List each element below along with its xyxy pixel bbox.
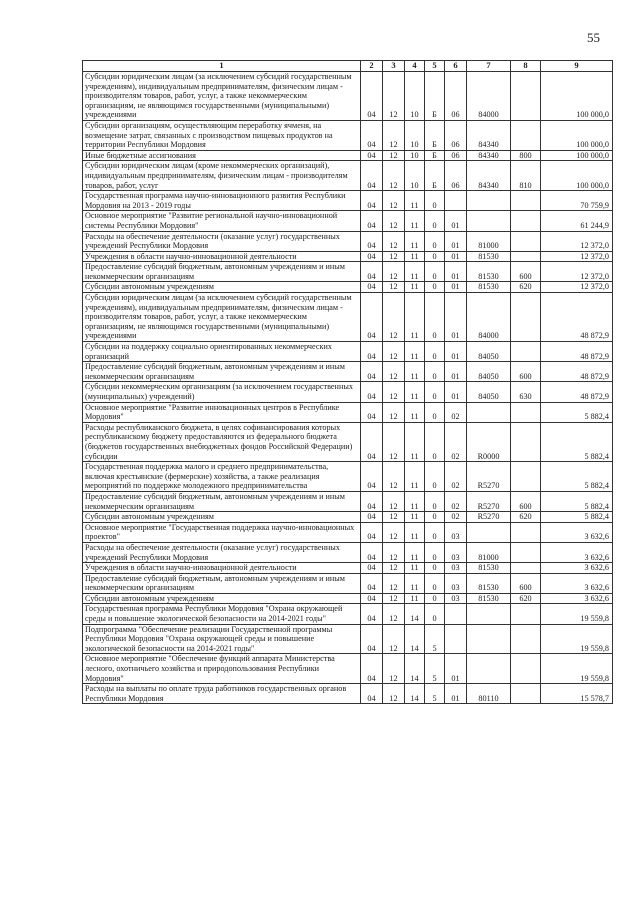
- row-code-cell: 12: [383, 684, 405, 704]
- row-code-cell: 81530: [467, 262, 511, 282]
- row-code-cell: 12: [383, 382, 405, 402]
- row-code-cell: 01: [445, 251, 467, 262]
- row-code-cell: 12: [383, 282, 405, 293]
- header-cell: 6: [445, 61, 467, 72]
- row-amount-cell: 3 632,6: [541, 593, 613, 604]
- row-code-cell: 02: [445, 462, 467, 492]
- row-code-cell: 04: [361, 593, 383, 604]
- header-cell: 3: [383, 61, 405, 72]
- row-code-cell: 0: [425, 293, 445, 342]
- table-row: [83, 593, 613, 604]
- row-code-cell: 04: [361, 342, 383, 362]
- row-code-cell: 11: [405, 282, 425, 293]
- row-name-cell: Иные бюджетные ассигнования: [83, 150, 361, 161]
- row-code-cell: 81530: [467, 282, 511, 293]
- row-code-cell: 01: [445, 231, 467, 251]
- table-row: [83, 522, 613, 542]
- row-code-cell: 0: [425, 211, 445, 231]
- row-code-cell: 10: [405, 161, 425, 191]
- row-amount-cell: 100 000,0: [541, 72, 613, 121]
- row-code-cell: 06: [445, 150, 467, 161]
- row-code-cell: 600: [511, 491, 541, 511]
- row-code-cell: 12: [383, 342, 405, 362]
- row-code-cell: [445, 604, 467, 624]
- table-row: [83, 422, 613, 461]
- row-code-cell: 12: [383, 512, 405, 523]
- row-name-cell: Учреждения в области научно-инновационной деятельности: [83, 563, 361, 574]
- row-code-cell: 84000: [467, 293, 511, 342]
- row-code-cell: 0: [425, 342, 445, 362]
- row-code-cell: 0: [425, 522, 445, 542]
- row-code-cell: 11: [405, 402, 425, 422]
- row-code-cell: 04: [361, 491, 383, 511]
- row-code-cell: 0: [425, 282, 445, 293]
- header-cell: 2: [361, 61, 383, 72]
- row-amount-cell: 100 000,0: [541, 161, 613, 191]
- row-code-cell: 80110: [467, 684, 511, 704]
- row-name-cell: Подпрограмма "Обеспечение реализации Государственной программы Республики Мордовия "Охрана окружающей среды и повышение экологической безопасности на 2014-2021 годы": [83, 624, 361, 654]
- row-code-cell: [511, 522, 541, 542]
- row-name-cell: Субсидии автономным учреждениям: [83, 593, 361, 604]
- table-row: [83, 462, 613, 492]
- header-cell: 4: [405, 61, 425, 72]
- row-code-cell: 84000: [467, 72, 511, 121]
- row-code-cell: R5270: [467, 462, 511, 492]
- row-code-cell: 02: [445, 402, 467, 422]
- row-code-cell: [511, 624, 541, 654]
- row-code-cell: 81530: [467, 563, 511, 574]
- row-code-cell: 04: [361, 251, 383, 262]
- row-name-cell: Предоставление субсидий бюджетным, автономным учреждениям и иным некоммерческим организациям: [83, 491, 361, 511]
- row-code-cell: 84340: [467, 120, 511, 150]
- row-code-cell: 03: [445, 522, 467, 542]
- row-name-cell: Государственная поддержка малого и среднего предпринимательства, включая крестьянские (фермерские) хозяйства, а также реализация мероприятий по поддержке молодежного предпринимательства: [83, 462, 361, 492]
- table-row: [83, 362, 613, 382]
- row-code-cell: 84050: [467, 342, 511, 362]
- row-code-cell: 81530: [467, 251, 511, 262]
- row-code-cell: 11: [405, 573, 425, 593]
- row-code-cell: 84340: [467, 150, 511, 161]
- row-code-cell: 14: [405, 654, 425, 684]
- row-code-cell: [511, 604, 541, 624]
- row-name-cell: Субсидии юридическим лицам (за исключением субсидий государственным учреждениям), индивидуальным предпринимателям, физическим лицам - производителям товаров, работ, услуг, а также некоммерческим организациям, не являющимся государственными (муниципальными) учреждениями: [83, 72, 361, 121]
- table-row: [83, 191, 613, 211]
- row-code-cell: 11: [405, 593, 425, 604]
- row-name-cell: Основное мероприятие "Обеспечение функций аппарата Министерства лесного, охотничьего хозяйства и природопользования Республики Мордовия": [83, 654, 361, 684]
- row-code-cell: 01: [445, 282, 467, 293]
- row-code-cell: 01: [445, 211, 467, 231]
- row-code-cell: 04: [361, 72, 383, 121]
- row-code-cell: 84050: [467, 382, 511, 402]
- row-code-cell: 04: [361, 604, 383, 624]
- row-amount-cell: 12 372,0: [541, 231, 613, 251]
- row-code-cell: [511, 211, 541, 231]
- row-code-cell: 0: [425, 422, 445, 461]
- row-code-cell: 03: [445, 573, 467, 593]
- row-amount-cell: 5 882,4: [541, 491, 613, 511]
- row-code-cell: 12: [383, 251, 405, 262]
- row-code-cell: 0: [425, 573, 445, 593]
- row-code-cell: 04: [361, 150, 383, 161]
- row-code-cell: 11: [405, 542, 425, 562]
- row-code-cell: 04: [361, 191, 383, 211]
- row-code-cell: 12: [383, 191, 405, 211]
- row-code-cell: 600: [511, 573, 541, 593]
- row-code-cell: 04: [361, 654, 383, 684]
- row-code-cell: 04: [361, 211, 383, 231]
- row-code-cell: 04: [361, 522, 383, 542]
- row-code-cell: 0: [425, 491, 445, 511]
- row-code-cell: 0: [425, 563, 445, 574]
- table-header-row: [83, 61, 613, 72]
- row-code-cell: 06: [445, 120, 467, 150]
- row-code-cell: 12: [383, 573, 405, 593]
- row-code-cell: 11: [405, 251, 425, 262]
- budget-table-container: [82, 60, 612, 704]
- row-code-cell: Б: [425, 72, 445, 121]
- row-amount-cell: 3 632,6: [541, 573, 613, 593]
- row-code-cell: Б: [425, 150, 445, 161]
- row-code-cell: 600: [511, 262, 541, 282]
- row-amount-cell: 48 872,9: [541, 293, 613, 342]
- row-code-cell: 81530: [467, 573, 511, 593]
- row-code-cell: 5: [425, 624, 445, 654]
- row-code-cell: [511, 293, 541, 342]
- row-code-cell: [511, 542, 541, 562]
- row-name-cell: Государственная программа Республики Мордовия "Охрана окружающей среды и повышение экологической безопасности на 2014-2021 годы": [83, 604, 361, 624]
- table-row: [83, 684, 613, 704]
- row-amount-cell: 3 632,6: [541, 542, 613, 562]
- row-code-cell: 11: [405, 512, 425, 523]
- row-code-cell: [467, 654, 511, 684]
- table-row: [83, 161, 613, 191]
- row-code-cell: [511, 342, 541, 362]
- table-row: [83, 402, 613, 422]
- row-code-cell: 10: [405, 120, 425, 150]
- row-code-cell: 0: [425, 251, 445, 262]
- row-code-cell: 04: [361, 362, 383, 382]
- row-code-cell: [467, 522, 511, 542]
- row-amount-cell: 12 372,0: [541, 282, 613, 293]
- row-code-cell: 04: [361, 382, 383, 402]
- row-name-cell: Субсидии юридическим лицам (кроме некоммерческих организаций), индивидуальным предпринимателям, физическим лицам - производителям товаров, работ, услуг: [83, 161, 361, 191]
- row-code-cell: 810: [511, 161, 541, 191]
- row-code-cell: 81000: [467, 231, 511, 251]
- table-row: [83, 231, 613, 251]
- row-name-cell: Расходы на обеспечение деятельности (оказание услуг) государственных учреждений Республики Мордовия: [83, 231, 361, 251]
- table-row: [83, 282, 613, 293]
- row-amount-cell: 15 578,7: [541, 684, 613, 704]
- row-code-cell: Б: [425, 161, 445, 191]
- row-code-cell: 12: [383, 462, 405, 492]
- table-body: [83, 72, 613, 704]
- row-code-cell: 12: [383, 563, 405, 574]
- row-amount-cell: 3 632,6: [541, 522, 613, 542]
- row-code-cell: [511, 191, 541, 211]
- row-amount-cell: 48 872,9: [541, 362, 613, 382]
- table-row: [83, 72, 613, 121]
- row-code-cell: [467, 624, 511, 654]
- row-code-cell: 0: [425, 512, 445, 523]
- row-code-cell: 11: [405, 563, 425, 574]
- row-name-cell: Предоставление субсидий бюджетным, автономным учреждениям и иным некоммерческим организациям: [83, 362, 361, 382]
- row-amount-cell: 48 872,9: [541, 342, 613, 362]
- row-code-cell: 12: [383, 604, 405, 624]
- row-code-cell: 12: [383, 422, 405, 461]
- row-code-cell: 0: [425, 191, 445, 211]
- row-amount-cell: 5 882,4: [541, 422, 613, 461]
- row-code-cell: 12: [383, 72, 405, 121]
- row-code-cell: R0000: [467, 422, 511, 461]
- row-name-cell: Основное мероприятие "Развитие инновационных центров в Республике Мордовия": [83, 402, 361, 422]
- table-row: [83, 262, 613, 282]
- row-code-cell: 5: [425, 684, 445, 704]
- row-code-cell: 14: [405, 624, 425, 654]
- row-name-cell: Расходы на выплаты по оплате труда работников государственных органов Республики Мордовия: [83, 684, 361, 704]
- row-code-cell: R5270: [467, 491, 511, 511]
- row-code-cell: 620: [511, 593, 541, 604]
- table-row: [83, 512, 613, 523]
- row-code-cell: 12: [383, 120, 405, 150]
- row-code-cell: 12: [383, 593, 405, 604]
- row-code-cell: 03: [445, 593, 467, 604]
- row-code-cell: 12: [383, 522, 405, 542]
- row-code-cell: [511, 120, 541, 150]
- row-code-cell: 12: [383, 262, 405, 282]
- row-code-cell: 03: [445, 563, 467, 574]
- row-code-cell: 01: [445, 362, 467, 382]
- header-cell: 1: [83, 61, 361, 72]
- row-code-cell: 03: [445, 542, 467, 562]
- row-amount-cell: 19 559,8: [541, 654, 613, 684]
- row-code-cell: 02: [445, 512, 467, 523]
- header-cell: 5: [425, 61, 445, 72]
- row-name-cell: Расходы на обеспечение деятельности (оказание услуг) государственных учреждений Республики Мордовия: [83, 542, 361, 562]
- table-row: [83, 624, 613, 654]
- row-code-cell: 14: [405, 684, 425, 704]
- row-code-cell: [511, 231, 541, 251]
- row-code-cell: [467, 211, 511, 231]
- row-code-cell: 0: [425, 593, 445, 604]
- row-code-cell: 12: [383, 211, 405, 231]
- row-code-cell: 11: [405, 191, 425, 211]
- row-code-cell: [511, 251, 541, 262]
- table-row: [83, 542, 613, 562]
- row-code-cell: 12: [383, 293, 405, 342]
- row-name-cell: Субсидии автономным учреждениям: [83, 512, 361, 523]
- row-name-cell: Государственная программа научно-инновационного развития Республики Мордовия на 2013 - 2019 годы: [83, 191, 361, 211]
- row-code-cell: 12: [383, 231, 405, 251]
- row-code-cell: 04: [361, 282, 383, 293]
- table-row: [83, 293, 613, 342]
- row-code-cell: 84340: [467, 161, 511, 191]
- row-code-cell: [445, 191, 467, 211]
- row-code-cell: 12: [383, 624, 405, 654]
- row-amount-cell: 19 559,8: [541, 604, 613, 624]
- row-code-cell: 01: [445, 684, 467, 704]
- table-row: [83, 654, 613, 684]
- table-row: [83, 604, 613, 624]
- row-code-cell: 0: [425, 604, 445, 624]
- row-code-cell: 10: [405, 72, 425, 121]
- header-cell: 7: [467, 61, 511, 72]
- row-amount-cell: 100 000,0: [541, 150, 613, 161]
- row-code-cell: 10: [405, 150, 425, 161]
- row-name-cell: Предоставление субсидий бюджетным, автономным учреждениям и иным некоммерческим организациям: [83, 262, 361, 282]
- row-code-cell: 0: [425, 231, 445, 251]
- row-code-cell: [511, 563, 541, 574]
- row-name-cell: Субсидии автономным учреждениям: [83, 282, 361, 293]
- row-code-cell: 12: [383, 542, 405, 562]
- row-code-cell: 600: [511, 362, 541, 382]
- row-code-cell: 06: [445, 72, 467, 121]
- row-name-cell: Основное мероприятие "Развитие региональной научно-инновационной системы Республики Мордовия": [83, 211, 361, 231]
- row-name-cell: Учреждения в области научно-инновационной деятельности: [83, 251, 361, 262]
- row-code-cell: 12: [383, 161, 405, 191]
- row-code-cell: [511, 72, 541, 121]
- table-row: [83, 251, 613, 262]
- row-amount-cell: 100 000,0: [541, 120, 613, 150]
- table-row: [83, 573, 613, 593]
- table-row: [83, 563, 613, 574]
- table-row: [83, 382, 613, 402]
- row-code-cell: 0: [425, 542, 445, 562]
- row-code-cell: 0: [425, 362, 445, 382]
- row-name-cell: Субсидии юридическим лицам (за исключением субсидий государственным учреждениям), индивидуальным предпринимателям, физическим лицам - производителям товаров, работ, услуг, а также некоммерческим организациям, не являющимся государственными (муниципальными) учреждениями: [83, 293, 361, 342]
- row-code-cell: 11: [405, 362, 425, 382]
- row-code-cell: 06: [445, 161, 467, 191]
- row-code-cell: 620: [511, 512, 541, 523]
- row-code-cell: 81000: [467, 542, 511, 562]
- row-code-cell: 02: [445, 422, 467, 461]
- row-code-cell: 81530: [467, 593, 511, 604]
- row-name-cell: Расходы республиканского бюджета, в целях софинансирования которых республиканскому бюджету предоставляются из федерального бюджета (бюджетов государственных внебюджетных фондов Российской Федерации) субсидии: [83, 422, 361, 461]
- row-code-cell: 04: [361, 512, 383, 523]
- row-code-cell: 02: [445, 491, 467, 511]
- row-code-cell: [467, 402, 511, 422]
- row-code-cell: 04: [361, 684, 383, 704]
- table-row: [83, 120, 613, 150]
- row-code-cell: 11: [405, 293, 425, 342]
- row-code-cell: 04: [361, 462, 383, 492]
- row-code-cell: 630: [511, 382, 541, 402]
- row-code-cell: 800: [511, 150, 541, 161]
- row-code-cell: 0: [425, 462, 445, 492]
- row-code-cell: 04: [361, 120, 383, 150]
- row-code-cell: 01: [445, 293, 467, 342]
- row-code-cell: Б: [425, 120, 445, 150]
- row-code-cell: [511, 462, 541, 492]
- row-amount-cell: 61 244,9: [541, 211, 613, 231]
- row-code-cell: 12: [383, 362, 405, 382]
- row-name-cell: Основное мероприятие "Государственная поддержка научно-инновационных проектов": [83, 522, 361, 542]
- row-code-cell: 620: [511, 282, 541, 293]
- row-code-cell: 04: [361, 402, 383, 422]
- row-amount-cell: 19 559,8: [541, 624, 613, 654]
- row-code-cell: 04: [361, 573, 383, 593]
- row-code-cell: 01: [445, 382, 467, 402]
- row-amount-cell: 12 372,0: [541, 251, 613, 262]
- row-code-cell: 11: [405, 342, 425, 362]
- row-code-cell: 12: [383, 491, 405, 511]
- row-code-cell: [511, 684, 541, 704]
- row-code-cell: 04: [361, 542, 383, 562]
- row-code-cell: 5: [425, 654, 445, 684]
- row-code-cell: 0: [425, 262, 445, 282]
- row-code-cell: 01: [445, 262, 467, 282]
- row-code-cell: [511, 654, 541, 684]
- row-code-cell: 0: [425, 402, 445, 422]
- row-code-cell: [445, 624, 467, 654]
- row-name-cell: Субсидии организациям, осуществляющим переработку ячменя, на возмещение затрат, связанных с производством пищевых продуктов на территории Республики Мордовия: [83, 120, 361, 150]
- page-number: 55: [587, 30, 600, 45]
- row-amount-cell: 12 372,0: [541, 262, 613, 282]
- row-amount-cell: 48 872,9: [541, 382, 613, 402]
- row-code-cell: 14: [405, 604, 425, 624]
- row-code-cell: 12: [383, 150, 405, 161]
- row-code-cell: 04: [361, 231, 383, 251]
- row-code-cell: [511, 402, 541, 422]
- table-row: [83, 491, 613, 511]
- budget-table: [82, 60, 613, 704]
- row-code-cell: 11: [405, 382, 425, 402]
- row-name-cell: Предоставление субсидий бюджетным, автономным учреждениям и иным некоммерческим организациям: [83, 573, 361, 593]
- row-code-cell: [467, 191, 511, 211]
- table-row: [83, 150, 613, 161]
- row-code-cell: 04: [361, 262, 383, 282]
- header-cell: 9: [541, 61, 613, 72]
- row-code-cell: [511, 422, 541, 461]
- row-amount-cell: 70 759,9: [541, 191, 613, 211]
- row-code-cell: 11: [405, 262, 425, 282]
- row-code-cell: [467, 604, 511, 624]
- row-code-cell: 04: [361, 422, 383, 461]
- row-code-cell: 11: [405, 211, 425, 231]
- row-code-cell: 12: [383, 654, 405, 684]
- row-code-cell: 11: [405, 231, 425, 251]
- row-code-cell: 12: [383, 402, 405, 422]
- row-code-cell: 04: [361, 293, 383, 342]
- row-code-cell: 11: [405, 462, 425, 492]
- row-code-cell: 11: [405, 522, 425, 542]
- row-name-cell: Субсидии некоммерческим организациям (за исключением государственных (муниципальных) учреждений): [83, 382, 361, 402]
- table-row: [83, 342, 613, 362]
- row-code-cell: 01: [445, 654, 467, 684]
- row-code-cell: 84050: [467, 362, 511, 382]
- row-name-cell: Субсидии на поддержку социально ориентированных некоммерческих организаций: [83, 342, 361, 362]
- row-code-cell: R5270: [467, 512, 511, 523]
- row-code-cell: 04: [361, 161, 383, 191]
- header-cell: 8: [511, 61, 541, 72]
- row-code-cell: 04: [361, 563, 383, 574]
- row-amount-cell: 3 632,6: [541, 563, 613, 574]
- row-code-cell: 11: [405, 491, 425, 511]
- row-amount-cell: 5 882,4: [541, 462, 613, 492]
- row-amount-cell: 5 882,4: [541, 402, 613, 422]
- row-code-cell: 11: [405, 422, 425, 461]
- row-code-cell: 01: [445, 342, 467, 362]
- row-amount-cell: 5 882,4: [541, 512, 613, 523]
- table-row: [83, 211, 613, 231]
- row-code-cell: 0: [425, 382, 445, 402]
- row-code-cell: 04: [361, 624, 383, 654]
